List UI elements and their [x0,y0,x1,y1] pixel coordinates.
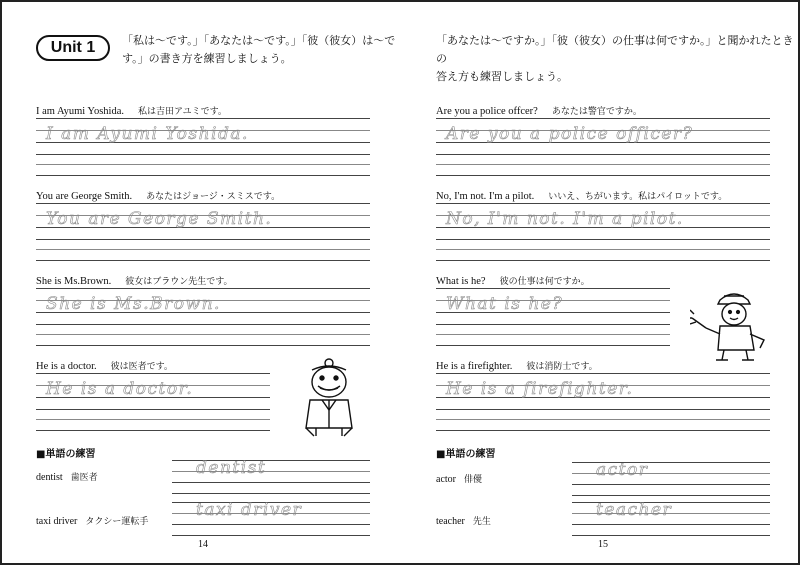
prompt-japanese: 彼の仕事は何ですか。 [499,277,590,287]
prompt-english: No, I'm not. I'm a pilot. [436,191,535,202]
prompt-english: What is he? [436,276,486,287]
trace-text: No, I'm not. I'm a pilot. [446,209,684,229]
trace-text: He is a firefighter. [446,379,634,399]
trace-text: dentist [196,458,267,478]
right-page-number: 15 [598,539,608,550]
left-writing-lines-4[interactable] [36,373,270,431]
prompt-english: I am Ayumi Yoshida. [36,106,125,117]
right-writing-lines-3[interactable] [436,288,670,346]
left-vocab-lines-2[interactable] [172,502,370,536]
left-prompt-3 [36,274,233,287]
vocab-japanese: 俳優 [464,475,483,485]
trace-text: What is he? [446,294,563,314]
right-vocab-label-2 [436,514,491,527]
right-writing-lines-2[interactable] [436,203,770,261]
vocab-japanese: 歯医者 [70,473,98,483]
trace-text: You are George Smith. [46,209,273,229]
prompt-japanese: いいえ、ちがいます。私はパイロットです。 [548,192,728,202]
right-writing-lines-4[interactable] [436,373,770,431]
trace-text: taxi driver [196,500,303,520]
right-prompt-3 [436,274,590,287]
right-writing-lines-1[interactable] [436,118,770,176]
trace-text: She is Ms.Brown. [46,294,221,314]
right-intro [436,32,798,86]
left-writing-lines-1[interactable] [36,118,370,176]
vocab-english: teacher [436,516,465,527]
vocab-english: taxi driver [36,516,78,527]
left-prompt-4 [36,359,173,372]
right-vocab-lines-1[interactable] [572,462,770,496]
firefighter-illustration [690,288,770,362]
prompt-english: He is a doctor. [36,361,97,372]
left-intro [122,32,395,68]
right-prompt-2 [436,189,727,202]
vocab-english: dentist [36,472,63,483]
trace-text: I am Ayumi Yoshida. [46,124,249,144]
left-prompt-1 [36,104,227,117]
doctor-illustration [298,358,360,438]
right-vocab-label-1 [436,472,482,485]
left-intro-line1: 「私は～です。」「あなたは～です。」「彼（彼女）は～で [122,34,396,47]
prompt-japanese: 彼は医者です。 [110,362,173,372]
left-vocab-label-2 [36,514,148,527]
left-vocab-label-1 [36,470,98,483]
right-intro-line2: 答え方も練習しましょう。 [436,70,568,83]
right-prompt-1 [436,104,642,117]
doctor-icon [298,358,360,438]
trace-text: He is a doctor. [46,379,194,399]
firefighter-icon [690,288,770,362]
vocab-english: actor [436,474,456,485]
right-intro-line1: 「あなたは～ですか。」「彼（彼女）の仕事は何ですか。」と聞かれたときの [436,34,794,65]
prompt-english: Are you a police offcer? [436,106,538,117]
vocab-japanese: 先生 [472,517,491,527]
prompt-japanese: あなたはジョージ・スミスです。 [146,192,281,202]
trace-text: actor [596,460,649,480]
prompt-english: He is a firefighter. [436,361,513,372]
prompt-japanese: あなたは警官ですか。 [551,107,642,117]
prompt-japanese: 私は吉田アユミです。 [138,107,227,117]
left-vocab-lines-1[interactable] [172,460,370,494]
right-prompt-4 [436,359,598,372]
right-vocab-title: ■単語の練習 [436,449,496,460]
left-writing-lines-3[interactable] [36,288,370,346]
right-vocab-lines-2[interactable] [572,502,770,536]
left-page-number: 14 [198,539,208,550]
trace-text: Are you a police officer? [446,124,694,144]
left-prompt-2 [36,189,280,202]
prompt-japanese: 彼女はブラウン先生です。 [125,277,233,287]
unit-badge: Unit 1 [36,35,110,61]
prompt-japanese: 彼は消防士です。 [526,362,598,372]
left-intro-line2: す。」の書き方を練習しましょう。 [122,52,292,65]
prompt-english: She is Ms.Brown. [36,276,112,287]
left-vocab-title: ■単語の練習 [36,449,96,460]
vocab-japanese: タクシー運転手 [85,517,149,527]
trace-text: teacher [596,500,673,520]
left-writing-lines-2[interactable] [36,203,370,261]
prompt-english: You are George Smith. [36,191,133,202]
